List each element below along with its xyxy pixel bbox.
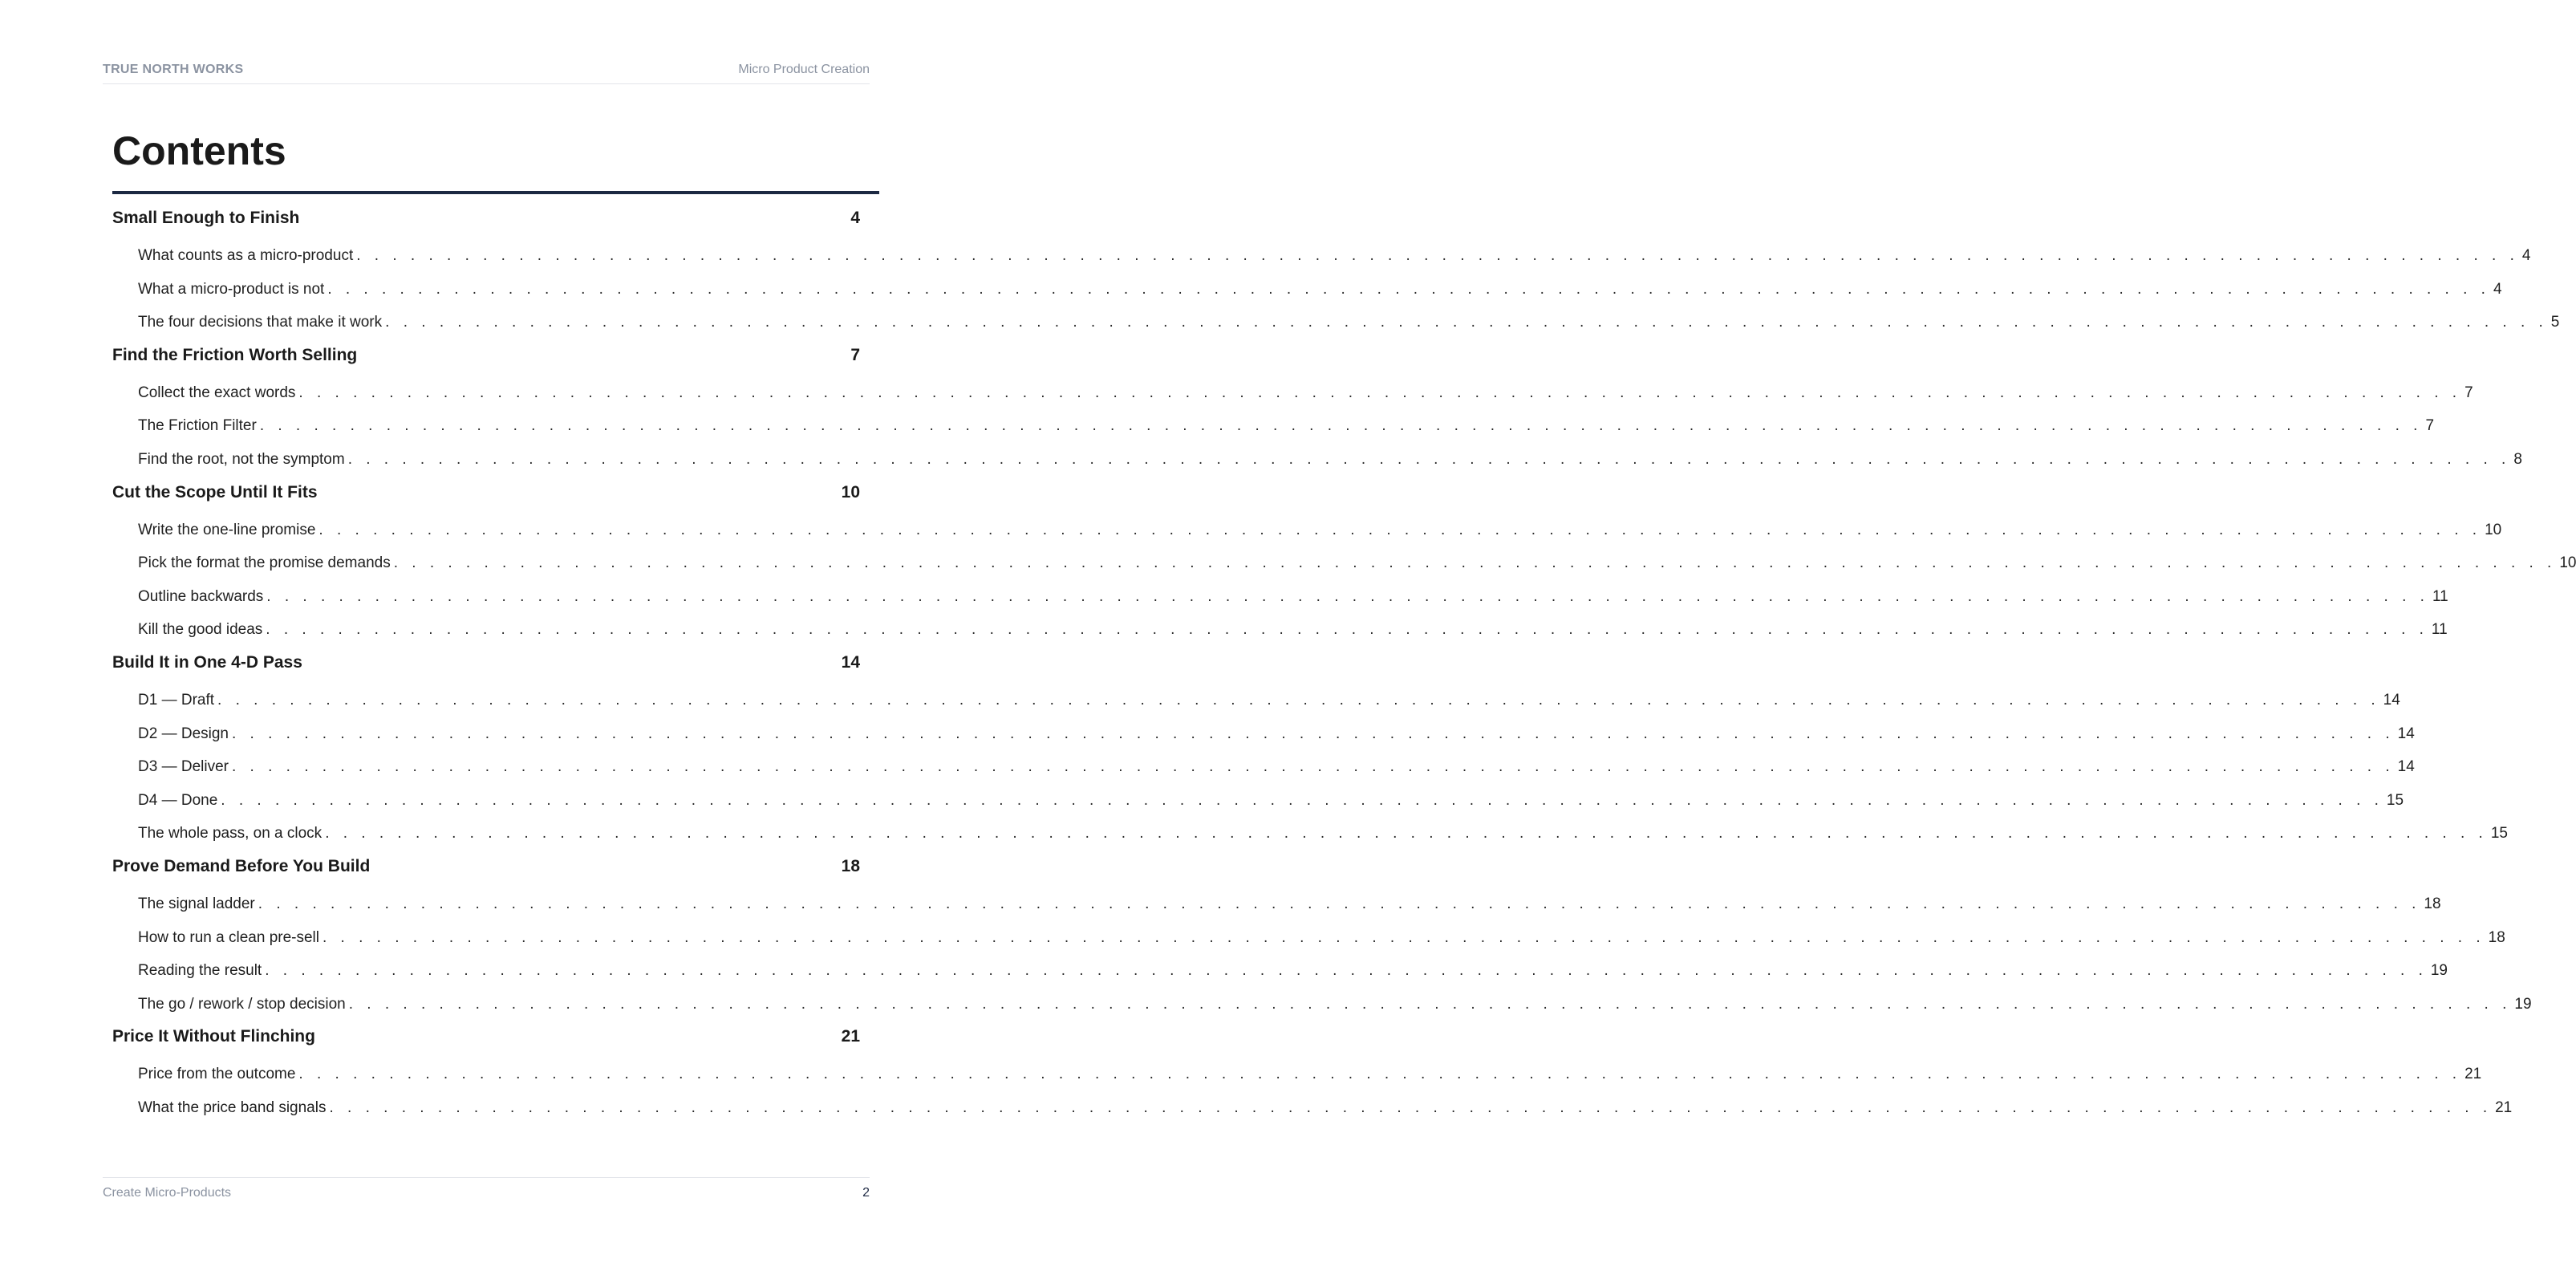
toc-chapter-title: Small Enough to Finish [112,209,300,227]
toc-chapter[interactable] [112,1021,860,1053]
toc-chapter-title: Build It in One 4-D Pass [112,652,302,672]
toc-chapter[interactable] [112,477,860,509]
toc-entry-page: 19 [2514,995,2532,1013]
toc-entry-label: The whole pass, on a clock [138,825,323,843]
toc-entry[interactable] [112,443,2522,477]
dot-leader: . . . . . . . . . . . . . . . . . . . . . . . . . . . . . . . . . . . . . . . . . . . . . . . . . . . . . . . . . . . . . . . . . . . . . . . . . . . . . . . . . . . . . . . . . . . . . . . . . . . . . . . . . . . . . . . . . . . . . . . . [298,384,2462,401]
dot-leader: . . . . . . . . . . . . . . . . . . . . . . . . . . . . . . . . . . . . . . . . . . . . . . . . . . . . . . . . . . . . . . . . . . . . . . . . . . . . . . . . . . . . . . . . . . . . . . . . . . . . . . . . . . . . . . . . . . . . . . . . [221,791,2383,809]
dot-leader: . . . . . . . . . . . . . . . . . . . . . . . . . . . . . . . . . . . . . . . . . . . . . . . . . . . . . . . . . . . . . . . . . . . . . . . . . . . . . . . . . . . . . . . . . . . . . . . . . . . . . . . . . . . . . . . . . . . . . . . . [318,521,2482,538]
dot-leader: . . . . . . . . . . . . . . . . . . . . . . . . . . . . . . . . . . . . . . . . . . . . . . . . . . . . . . . . . . . . . . . . . . . . . . . . . . . . . . . . . . . . . . . . . . . . . . . . . . . . . . . . . . . . . . . . . . . . . . . . [265,962,2428,980]
toc-entry[interactable] [112,684,2400,717]
toc-entry[interactable] [112,784,2404,818]
toc-entry[interactable] [112,546,2576,580]
toc-entry-page: 5 [2550,314,2560,331]
toc-entry-page: 14 [2397,725,2415,742]
dot-leader: . . . . . . . . . . . . . . . . . . . . . . . . . . . . . . . . . . . . . . . . . . . . . . . . . . . . . . . . . . . . . . . . . . . . . . . . . . . . . . . . . . . . . . . . . . . . . . . . . . . . . . . . . . . . . . . . . . . . . . . . [385,314,2548,331]
toc-chapter[interactable] [112,202,860,234]
toc-entry-page: 15 [2386,791,2404,809]
toc-entry-label: Pick the format the promise demands [138,554,391,572]
dot-leader: . . . . . . . . . . . . . . . . . . . . . . . . . . . . . . . . . . . . . . . . . . . . . . . . . . . . . . . . . . . . . . . . . . . . . . . . . . . . . . . . . . . . . . . . . . . . . . . . . . . . . . . . . . . . . . . . . . . . . . . . [325,825,2488,843]
toc-entry-label: Price from the outcome [138,1066,296,1083]
dot-leader: . . . . . . . . . . . . . . . . . . . . . . . . . . . . . . . . . . . . . . . . . . . . . . . . . . . . . . . . . . . . . . . . . . . . . . . . . . . . . . . . . . . . . . . . . . . . . . . . . . . . . . . . . . . . . . . . . . . . . . . . [329,1098,2493,1116]
toc-chapter-page: 10 [841,482,860,501]
toc-entry[interactable] [112,750,2415,784]
toc-entry[interactable] [112,376,2473,410]
toc-chapter-page: 18 [841,856,860,875]
toc-chapter-title: Cut the Scope Until It Fits [112,482,318,501]
toc-entry-label: D3 — Deliver [138,758,229,776]
dot-leader: . . . . . . . . . . . . . . . . . . . . . . . . . . . . . . . . . . . . . . . . . . . . . . . . . . . . . . . . . . . . . . . . . . . . . . . . . . . . . . . . . . . . . . . . . . . . . . . . . . . . . . . . . . . . . . . . . . . . . . . . [259,417,2423,435]
dot-leader: . . . . . . . . . . . . . . . . . . . . . . . . . . . . . . . . . . . . . . . . . . . . . . . . . . . . . . . . . . . . . . . . . . . . . . . . . . . . . . . . . . . . . . . . . . . . . . . . . . . . . . . . . . . . . . . . . . . . . . . . [231,758,2395,776]
toc-entry-label: What counts as a micro-product [138,247,354,264]
table-of-contents [112,202,2576,1124]
running-header [103,63,870,84]
toc-entry[interactable] [112,580,2448,614]
footer-page-number: 2 [862,1186,870,1200]
toc-entry-page: 11 [2432,587,2448,605]
toc-entry[interactable] [112,514,2502,547]
toc-entry-label: How to run a clean pre-sell [138,928,319,946]
toc-entry-page: 7 [2464,384,2473,401]
dot-leader: . . . . . . . . . . . . . . . . . . . . . . . . . . . . . . . . . . . . . . . . . . . . . . . . . . . . . . . . . . . . . . . . . . . . . . . . . . . . . . . . . . . . . . . . . . . . . . . . . . . . . . . . . . . . . . . . . . . . . . . . [217,691,2380,709]
dot-leader: . . . . . . . . . . . . . . . . . . . . . . . . . . . . . . . . . . . . . . . . . . . . . . . . . . . . . . . . . . . . . . . . . . . . . . . . . . . . . . . . . . . . . . . . . . . . . . . . . . . . . . . . . . . . . . . . . . . . . . . . [327,280,2490,298]
dot-leader: . . . . . . . . . . . . . . . . . . . . . . . . . . . . . . . . . . . . . . . . . . . . . . . . . . . . . . . . . . . . . . . . . . . . . . . . . . . . . . . . . . . . . . . . . . . . . . . . . . . . . . . . . . . . . . . . . . . . . . . . [356,247,2519,264]
toc-entry-page: 10 [2485,521,2502,538]
title-rule [112,191,879,194]
toc-chapter-page: 21 [841,1027,860,1046]
toc-chapter[interactable] [112,647,860,679]
footer-doc-name: Create Micro-Products [103,1186,232,1200]
toc-entry-page: 19 [2430,962,2448,980]
toc-chapter-page: 7 [850,345,860,364]
toc-entry-label: The Friction Filter [138,417,257,435]
toc-chapter-title: Price It Without Flinching [112,1027,315,1046]
header-doc-title: Micro Product Creation [738,63,870,76]
toc-entry-page: 11 [2431,621,2448,639]
toc-entry-page: 21 [2495,1098,2513,1116]
toc-entry[interactable] [112,887,2441,921]
dot-leader: . . . . . . . . . . . . . . . . . . . . . . . . . . . . . . . . . . . . . . . . . . . . . . . . . . . . . . . . . . . . . . . . . . . . . . . . . . . . . . . . . . . . . . . . . . . . . . . . . . . . . . . . . . . . . . . . . . . . . . . . [323,928,2485,946]
toc-chapter-page: 4 [850,209,860,227]
toc-entry-label: D1 — Draft [138,691,215,709]
toc-entry[interactable] [112,239,2531,273]
toc-entry[interactable] [112,817,2508,851]
toc-entry-page: 14 [2383,691,2400,709]
toc-entry-label: D4 — Done [138,791,218,809]
dot-leader: . . . . . . . . . . . . . . . . . . . . . . . . . . . . . . . . . . . . . . . . . . . . . . . . . . . . . . . . . . . . . . . . . . . . . . . . . . . . . . . . . . . . . . . . . . . . . . . . . . . . . . . . . . . . . . . . . . . . . . . . [348,995,2512,1013]
toc-entry-page: 10 [2559,554,2576,572]
page-title: Contents [112,128,286,173]
toc-entry[interactable] [112,988,2532,1021]
header-brand: TRUE NORTH WORKS [103,63,244,76]
toc-chapter[interactable] [112,851,860,883]
toc-entry-page: 4 [2521,247,2531,264]
toc-entry[interactable] [112,409,2435,443]
toc-entry-page: 18 [2488,928,2505,946]
toc-entry[interactable] [112,717,2415,751]
dot-leader: . . . . . . . . . . . . . . . . . . . . . . . . . . . . . . . . . . . . . . . . . . . . . . . . . . . . . . . . . . . . . . . . . . . . . . . . . . . . . . . . . . . . . . . . . . . . . . . . . . . . . . . . . . . . . . . . . . . . . . . . [347,450,2511,468]
toc-entry-page: 7 [2425,417,2435,435]
toc-entry-page: 15 [2490,825,2508,843]
dot-leader: . . . . . . . . . . . . . . . . . . . . . . . . . . . . . . . . . . . . . . . . . . . . . . . . . . . . . . . . . . . . . . . . . . . . . . . . . . . . . . . . . . . . . . . . . . . . . . . . . . . . . . . . . . . . . . . . . . . . . . . . [298,1066,2462,1083]
toc-entry-label: Collect the exact words [138,384,296,401]
dot-leader: . . . . . . . . . . . . . . . . . . . . . . . . . . . . . . . . . . . . . . . . . . . . . . . . . . . . . . . . . . . . . . . . . . . . . . . . . . . . . . . . . . . . . . . . . . . . . . . . . . . . . . . . . . . . . . . . . . . . . . . . [232,725,2395,742]
dot-leader: . . . . . . . . . . . . . . . . . . . . . . . . . . . . . . . . . . . . . . . . . . . . . . . . . . . . . . . . . . . . . . . . . . . . . . . . . . . . . . . . . . . . . . . . . . . . . . . . . . . . . . . . . . . . . . . . . . . . . . . . [393,554,2557,572]
toc-entry-page: 8 [2513,450,2522,468]
toc-chapter[interactable] [112,339,860,372]
toc-chapter-title: Find the Friction Worth Selling [112,345,358,364]
toc-entry-label: What the price band signals [138,1098,327,1116]
toc-entry-label: The four decisions that make it work [138,314,383,331]
toc-chapter-title: Prove Demand Before You Build [112,856,371,875]
toc-entry-page: 21 [2464,1066,2482,1083]
dot-leader: . . . . . . . . . . . . . . . . . . . . . . . . . . . . . . . . . . . . . . . . . . . . . . . . . . . . . . . . . . . . . . . . . . . . . . . . . . . . . . . . . . . . . . . . . . . . . . . . . . . . . . . . . . . . . . . . . . . . . . . . [266,587,2429,605]
toc-entry[interactable] [112,306,2560,339]
toc-entry-label: The signal ladder [138,895,255,912]
toc-entry-label: What a micro-product is not [138,280,325,298]
toc-entry[interactable] [112,1091,2513,1125]
toc-entry-page: 4 [2493,280,2502,298]
toc-entry-label: D2 — Design [138,725,229,742]
toc-chapter-page: 14 [841,652,860,672]
toc-entry-label: Outline backwards [138,587,264,605]
toc-entry-label: Write the one-line promise [138,521,316,538]
toc-entry-label: Reading the result [138,962,262,980]
dot-leader: . . . . . . . . . . . . . . . . . . . . . . . . . . . . . . . . . . . . . . . . . . . . . . . . . . . . . . . . . . . . . . . . . . . . . . . . . . . . . . . . . . . . . . . . . . . . . . . . . . . . . . . . . . . . . . . . . . . . . . . . [266,621,2428,639]
toc-entry-label: Kill the good ideas [138,621,263,639]
toc-entry[interactable] [112,613,2448,647]
toc-entry[interactable] [112,954,2448,988]
toc-entry-page: 18 [2424,895,2441,912]
toc-entry[interactable] [112,1058,2482,1091]
toc-entry-label: The go / rework / stop decision [138,995,346,1013]
running-footer [103,1177,870,1202]
dot-leader: . . . . . . . . . . . . . . . . . . . . . . . . . . . . . . . . . . . . . . . . . . . . . . . . . . . . . . . . . . . . . . . . . . . . . . . . . . . . . . . . . . . . . . . . . . . . . . . . . . . . . . . . . . . . . . . . . . . . . . . . [258,895,2421,912]
toc-entry-page: 14 [2397,758,2415,776]
toc-entry-label: Find the root, not the symptom [138,450,345,468]
toc-entry[interactable] [112,273,2502,307]
toc-entry[interactable] [112,921,2505,955]
